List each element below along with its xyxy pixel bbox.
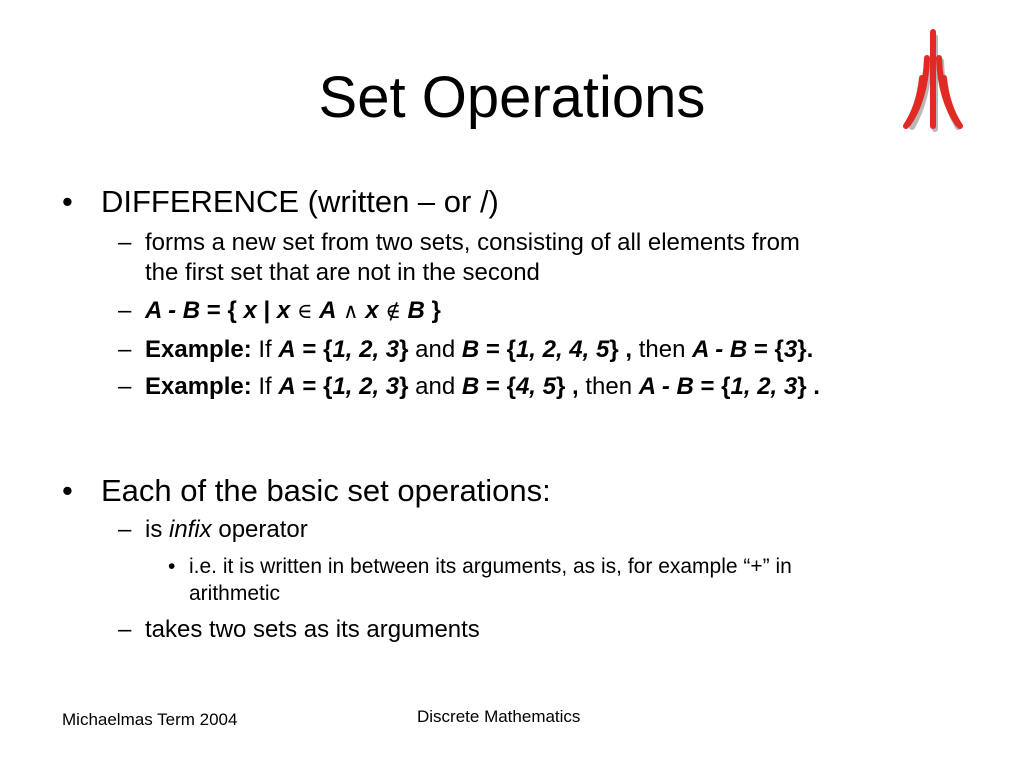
dash-marker: – (118, 336, 132, 363)
small-bullet-marker: • (168, 555, 176, 578)
set-difference-formula: A - B = { x | x ∈ A ∧ x ∉ B } (145, 297, 441, 324)
bullet-text: Each of the basic set operations: (101, 473, 551, 508)
bullet-marker: • (62, 184, 73, 219)
dash-marker: – (118, 373, 132, 400)
definition-line-2: the first set that are not in the second (145, 259, 540, 286)
arguments-text: takes two sets as its arguments (145, 616, 480, 643)
dash-marker: – (118, 616, 132, 643)
dash-marker: – (118, 229, 132, 256)
bullet-text: DIFFERENCE (written – or /) (101, 184, 499, 219)
slide-title: Set Operations (318, 65, 706, 130)
infix-text: is infix operator (145, 516, 308, 543)
dash-marker: – (118, 297, 132, 324)
definition-line-1: forms a new set from two sets, consisting of all elements from (145, 229, 800, 256)
example-2-text: Example: If A = {1, 2, 3} and B = {4, 5} , then A - B = {1, 2, 3} . (145, 373, 820, 400)
bullet-marker: • (62, 473, 73, 508)
infix-detail-line-1: i.e. it is written in between its arguments, as is, for example “+” in (189, 555, 792, 578)
dash-marker: – (118, 516, 132, 543)
example-1-text: Example: If A = {1, 2, 3} and B = {1, 2, 4, 5} , then A - B = {3}. (145, 336, 814, 363)
footer-term: Michaelmas Term 2004 (62, 710, 238, 729)
red-trident-logo (900, 28, 966, 136)
infix-detail-line-2: arithmetic (189, 582, 281, 605)
footer-course: Discrete Mathematics (417, 707, 581, 726)
